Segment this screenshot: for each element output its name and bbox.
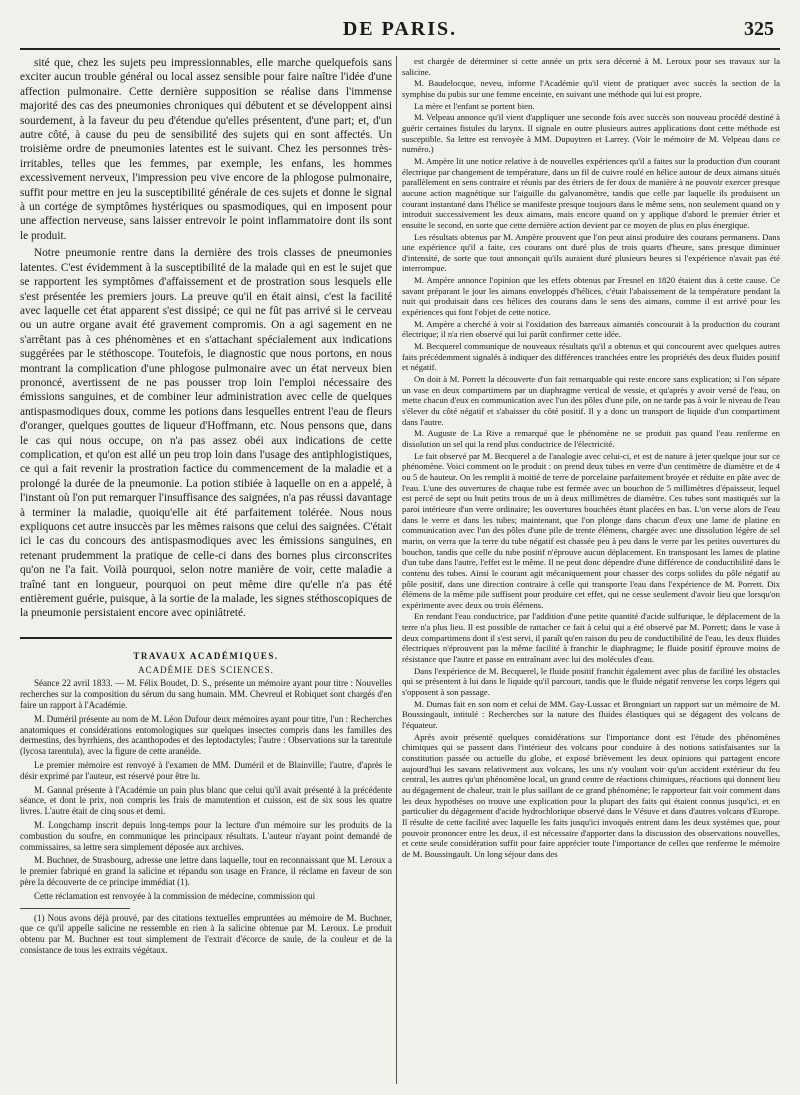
body-paragraph: M. Velpeau annonce qu'il vient d'appliquer une seconde fois avec succès son nouveau procédé destiné à guérir certaines fistules du larynx. Il signale en outre plusieurs autres applications dont cette méthode est susceptible. Sa lettre est renvoyée à MM. Dupuytren et Larrey. (Voir le mémoire de M. Velpeau dans ce numéro.) <box>402 112 780 155</box>
academic-paragraph: M. Buchner, de Strasbourg, adresse une lettre dans laquelle, tout en reconnaissant que M. Leroux a le premier fabriqué en grand la salicine et répandu son usage en France, il réclame en faveur de son père la découverte de ce principe immédiat (1). <box>20 855 392 887</box>
academic-paragraph: M. Longchamp inscrit depuis long-temps pour la lecture d'un mémoire sur les produits de la combustion du soufre, en communique les principaux résultats. L'auteur n'ayant point demandé de commissaires, sa lettre sera simplement déposée aux archives. <box>20 820 392 852</box>
body-paragraph: Les résultats obtenus par M. Ampère prouvent que l'on peut ainsi produire des courans permanens. Dans une expérience qu'il a faite, ces courans ont duré plus de trois quarts d'heure, sans presque diminuer d'intensité, de sorte que tout annonçait qu'ils auraient duré plusieurs heures si l'expérience n'avait pas été interrompue. <box>402 231 780 274</box>
academic-section <box>20 651 392 956</box>
footnote: (1) Nous avons déjà prouvé, par des citations textuelles empruntées au mémoire de M. Buchner, que ce qu'il appelle salicine ne ressemble en rien à la salicine obtenue par M. Leroux. Le produit obtenu par M. Buchner est tout simplement de l'extrait d'écorce de saule, de la couleur et de la consistance de tous les extraits végétaux. <box>20 912 392 955</box>
left-column <box>20 56 392 1084</box>
section-subtitle: ACADÉMIE DES SCIENCES. <box>138 664 274 675</box>
section-divider <box>20 637 392 639</box>
body-paragraph: Dans l'expérience de M. Becquerel, le fluide positif franchit également avec plus de facilité les obstacles qui se présentent à lui dans le liquide qu'il parcourt, tandis que le fluide négatif renverse les corps légers qui s'opposent à son passage. <box>402 665 780 698</box>
footnote-rule <box>20 908 130 909</box>
academic-paragraph: Séance 22 avril 1833. — M. Félix Boudet, D. S., présente un mémoire ayant pour titre : Nouvelles recherches sur la composition du sérum du sang humain. MM. Chevreul et Robiquet sont chargés d'en faire un rapport à l'Académie. <box>20 678 392 711</box>
header-rule <box>20 48 780 50</box>
body-paragraph: On doit à M. Porrett la découverte d'un fait remarquable qui reste encore sans explication; si l'on sépare un vase en deux compartimens par un diaphragme vertical de vessie, et qu'après y avoir versé de l'eau, on mette chacun d'eux en communication avec l'un des pôles d'une pile, on ne tarde pas à voir le niveau de l'eau s'élever du côté négatif et s'abaisser du côté positif. Il y a donc un transport de liquide d'un compartiment dans l'autre. <box>402 374 780 427</box>
body-paragraph: Le fait observé par M. Becquerel a de l'analogie avec celui-ci, et est de nature à jeter quelque jour sur ce phénomène. Voici comment on le produit : on prend deux tubes en verre d'un centimètre de diamètre et de 4 ou 5 de hauteur. On les remplit à moitié de terre de porcelaine parfaitement broyée et réduite en pâte avec de l'eau. L'une des ouvertures de chaque tube est fermée avec un bouchon de 5 millimètres d'épaisseur, lequel est percé de sept ou huit petits trous de un à deux millimètres de diamètre. Ces tubes sont mastiqués sur la paroi intérieure d'un verre ordinaire; les ouvertures bouchées étant placées en bas. L'on verse alors de l'eau dans le verre et dans les tubes; maintenant, que l'on plonge dans chacun d'eux une lame de platine en communication avec l'un des pôles d'une pile de trente élémens, chargée avec une dissolution légère de sel marin, on verra que la terre du tube négatif est chassée peu à peu dans le verre par les petites ouvertures du bouchon, tandis que celle du tube positif n'éprouve aucun déplacement. En transposant les lames de platine d'un tube dans l'autre, l'effet est le même. Il ne peut donc dépendre d'une différence de conductibilité dans le contenu des tubes. Ainsi le courant agit mécaniquement pour chasser des corps solides du pôle négatif au pôle positif, dans une direction contraire à celle qui transporte l'eau dans l'expérience de M. Porrett. Dix élémens de la même pile suffisent pour produire cet effet, qui ne cesse seulement d'avoir lieu que lorsqu'on expérimente avec deux ou trois élémens. <box>402 450 780 610</box>
academic-paragraph: M. Duméril présente au nom de M. Léon Dufour deux mémoires ayant pour titre, l'un : Recherches anatomiques et considérations entomologiques sur quelques insectes compris dans les familles des dermestins, des byrrhiens, des acanthopodes et des leptodactyles; l'autre : Observations sur la tarentule (lycosa tarentula), avec la figure de cette aranéide. <box>20 713 392 757</box>
column-divider <box>396 56 397 1084</box>
academic-paragraph: Le premier mémoire est renvoyé à l'examen de MM. Duméril et de Blainville; l'autre, d'après le désir exprimé par l'auteur, est réservé pour être lu. <box>20 760 392 781</box>
academic-paragraph: Cette réclamation est renvoyée à la commission de médecine, commission qui <box>34 890 316 901</box>
body-paragraph: M. Ampère a cherché à voir si l'oxidation des barreaux aimantés concourait à la production du courant électrique; il n'a rien observé qui lui parût confirmer cette idée. <box>402 318 780 340</box>
academic-paragraph: M. Gannal présente à l'Académie un pain plus blanc que celui qu'il avait présenté à la précédente séance, et dont le prix, non compris les frais de manutention et cuisson, est de six sous les quatre livres. L'autre était de cinq sous et demi. <box>20 784 392 817</box>
page-number: 325 <box>744 18 774 40</box>
body-paragraph: M. Baudelocque, neveu, informe l'Académie qu'il vient de pratiquer avec succès la section de la symphise du pubis sur une femme enceinte, en suivant une méthode qui lui est propre. <box>402 78 780 99</box>
page-header <box>20 18 780 48</box>
body-paragraph: M. Becquerel communique de nouveaux résultats qu'il a obtenus et qui concourent avec quelques autres faits précédemment signalés à indiquer des différences tranchées entre les propriétés des deux fluides positif et négatif. <box>402 341 780 373</box>
body-paragraph: En rendant l'eau conductrice, par l'addition d'une petite quantité d'acide sulfurique, le déplacement de la terre n'a plus lieu. Il est possible de rattacher ce fait à celui qui a été observé par M. Porrett; dans le vase à deux compartimens dont il s'est servi, il paraît qu'en raison du peu de conductibilité de l'eau, les deux fluides électriques n'éprouvent pas la même facilité à franchir le diaphragme; le fluide positif éprouve moins de résistance que l'autre et passe en entraînant avec lui des molécules d'eau. <box>402 611 780 665</box>
body-paragraph: La mère et l'enfant se portent bien. <box>414 100 535 111</box>
body-paragraph: Après avoir présenté quelques considérations sur l'importance dont est l'étude des phénomènes chimiques qui se passent dans l'intérieur des volcans pour conduire à des notions satisfaisantes sur la constitution passée ou actuelle du globe, et exposé brièvement les deux opinions qui partagent encore aujourd'hui les savans relativement aux volcans, les uns n'y voulant voir qu'un accident extérieur du feu central, les autres qu'un phénomène local, un grand centre de réactions chimiques, réactions qui donnent lieu au dégagement de chaleur, trait le plus saillant de ce grand phénomène; le rapporteur fait voir comment dans les deux hypothèses on trouve une explication pour la plupart des faits qui étaient connus jusqu'ici, et en particulier du dégagement d'acide hydrochlorique observé dans le Vésuve et dans d'autres volcans d'Europe. Il résulte de cette facilité avec laquelle les faits jusqu'ici invoqués entrent dans les deux systèmes que, pour pouvoir prononcer entre les deux, il est nécessaire d'apporter dans la discussion des observations nouvelles, et cette seule considération suffit pour faire apprécier toute l'importance de celles que renferme le mémoire de M. Boussingault. Un long séjour dans des <box>402 731 780 859</box>
body-paragraph: M. Dumas fait en son nom et celui de MM. Gay-Lussac et Brongniart un rapport sur un mémoire de M. Boussingault, intitulé : Recherches sur la nature des fluides élastiques qui se dégagent des volcans de l'équateur. <box>402 698 780 731</box>
section-title: TRAVAUX ACADÉMIQUES. <box>133 650 279 661</box>
running-title: DE PARIS. <box>342 18 458 40</box>
body-paragraph: est chargée de déterminer si cette année un prix sera décerné à M. Leroux pour ses travaux sur la salicine. <box>402 56 780 77</box>
right-column <box>402 56 780 1084</box>
body-paragraph: sité que, chez les sujets peu impressionnables, elle marche quelquefois sans exciter aucun trouble général ou local assez sensible pour faire naître l'idée d'une affection pulmonaire. Cette dernière supposition se réalise dans l'immense majorité des cas des pneumonies chroniques qui débutent et se développent ainsi sourdement, à la faveur du peu d'étendue qu'elles présentent, d'une part; et, d'un autre côté, à cause du peu de sensibilité des sujets qui en sont affectés. Un troisième ordre de pneumonies latentes est le suivant. Chez les personnes très-irritables, telles que les femmes, par exemple, les enfans, les hommes excessivement nerveux, l'impression peu vive encore de la phlogose pulmonaire, suffit pour mettre en jeu la susceptibilité générale de ces sujets et donne le signal à un cortége de symptômes hystériques ou spasmodiques, qui en imposent pour une affection nerveuse, sans laisser entrevoir le point inflammatoire dont ils sont le produit. <box>20 57 392 242</box>
body-paragraph: M. Auguste de La Rive a remarqué que le phénomène ne se produit pas quand l'eau renferme en dissolution un sel qui la rend plus conductrice de l'électricité. <box>402 428 780 449</box>
body-paragraph: M. Ampère annonce l'opinion que les effets obtenus par Fresnel en 1820 étaient dus à cette cause. Ce savant préparant le jour les aimans enveloppés d'hélices, c'était l'abaissement de la température pendant la nuit qui produisait dans ces hélices des courans dans le sens des aimans, comme il est arrivé pour les expériences qui font l'objet de cette notice. <box>402 275 780 318</box>
body-paragraph: M. Ampère lit une notice relative à de nouvelles expériences qu'il a faites sur la production d'un courant électrique par changement de température, dans un fil de cuivre roulé en hélice autour de deux aimans situés parallèlement en sens contraire et réunis par des étriers de fer doux de manière à ne pouvoir exercer presque aucune action magnétique sur l'aiguille du galvanomètre, tandis que celle par laquelle ils produisent un courant instantané dans l'hélice se manifeste presque toujours dans le même sens, non seulement quand on y introduit successivement les deux aimans, mais encore quand on y applique d'abord le premier étrier et ensuite le second, en sorte que cette dernière action devient par ce moyen de plus en plus énergique. <box>402 155 780 230</box>
body-paragraph: Notre pneumonie rentre dans la dernière des trois classes de pneumonies latentes. C'est évidemment à la susceptibilité de la malade qui en est le sujet que se rapportent les symptômes d'affaissement et de prostration sous lesquels elle s'est présentée les premiers jours. La preuve qu'il en était ainsi, c'est la facilité avec laquelle cet état apparent s'est dissipé; ce qui ne fût pas arrivé si le cerveau ou un autre organe avait été gravement compromis. On a agi sagement en ne s'arrêtant pas à ces phénomènes et en s'attachant spécialement aux indications suggérées par le stéthoscope. Toutefois, le diagnostic que nous portons, en nous montrant la complication d'une phlogose pulmonaire avec un état nerveux bien prononcé, avertissent de ne pas pousser trop loin l'emploi nécessaire des émissions sanguines, et de combiner leur administration avec celle de quelques antispasmodiques doux, comme les potions dans lesquelles entrent l'eau de fleurs d'oranger, quelques gouttes de liqueur d'Hoffmann, etc. Nous pensons que, dans le cas qui nous occupe, on n'a pas assez obéi aux indications de cette complication, et qu'on est allé un peu trop loin dans l'usage des antiphlogistiques, ce qui a fait revenir la prostration factice du commencement de la maladie et a prolongé la durée de la pneumonie. La potion stibiée à laquelle on en a appelé, à l'instant où l'on put remarquer l'insuffisance des saignées, n'a pas réussi davantage à terminer la maladie, quoiqu'elle ait été parfaitement tolérée. Nous nous expliquons cet autre insuccès par les mêmes raisons que celui des saignées. C'était ici le cas du concours des antispasmodiques avec les émissions sanguines, en retenant prudemment la pratique de celle-ci dans des bornes plus circonscrites qu'on ne l'a fait. Voilà pourquoi, selon notre manière de voir, cette maladie a traîné tant en longueur, pourquoi on peut même dire qu'elle n'a pas été entièrement guérie, puisque, à la sortie de la malade, les signes stéthoscopiques de la pneumonie persistaient encore avec opiniâtreté. <box>20 247 392 620</box>
